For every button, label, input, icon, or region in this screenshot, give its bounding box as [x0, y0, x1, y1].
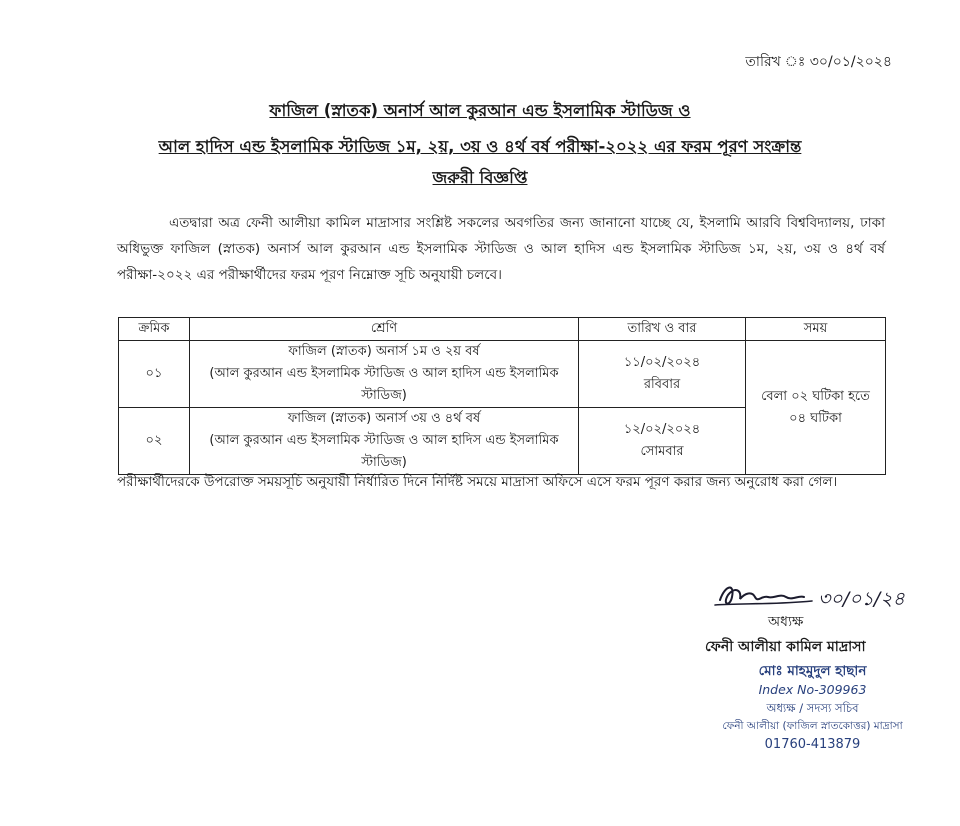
signature-block — [700, 575, 960, 825]
row-class — [190, 408, 579, 475]
row-date-day — [579, 408, 746, 475]
notice-title-line-1: ফাজিল (স্নাতক) অনার্স আল কুরআন এন্ড ইসলামিক স্টাডিজ ও — [269, 101, 691, 120]
stamp-name: মোঃ মাহমুদুল হাছান — [758, 663, 867, 679]
time-line-1: বেলা ০২ ঘটিকা হতে — [761, 388, 870, 404]
row-date: ১২/০২/২০২৪ — [623, 422, 701, 437]
table-row — [119, 341, 886, 408]
table-header-row — [119, 318, 886, 341]
handwritten-signature — [700, 575, 950, 620]
row-class-subjects: (আল কুরআন এন্ড ইসলামিক স্টাডিজ ও আল হাদিস এন্ড ইসলামিক স্টাডিজ) — [209, 366, 559, 403]
row-serial: ০২ — [119, 408, 190, 475]
row-class-title: ফাজিল (স্নাতক) অনার্স ১ম ও ২য় বর্ষ — [288, 344, 480, 359]
row-date-day — [579, 341, 746, 408]
header-time: সময় — [746, 318, 886, 341]
stamp-institution: ফেনী আলীয়া (ফাজিল স্নাতকোত্তর) মাদ্রাসা — [722, 720, 903, 732]
handwritten-date: ৩০/০১/২৪ — [818, 588, 905, 610]
notice-title-line-2: আল হাদিস এন্ড ইসলামিক স্টাডিজ ১ম, ২য়, ৩য় ও ৪র্থ বর্ষ পরীক্ষা-২০২২ এর ফরম পূরণ সংক্রান্ত — [158, 137, 802, 156]
notice-title-line-3: জরুরী বিজ্ঞপ্তি — [432, 168, 528, 187]
row-day: রবিবার — [643, 377, 681, 392]
stamp-index: Index No-309963 — [758, 682, 867, 697]
notice-date: তারিখ ঃ ৩০/০১/২০২৪ — [745, 54, 892, 70]
schedule-table — [118, 317, 886, 475]
closing-paragraph: পরীক্ষার্থীদেরকে উপরোক্ত সময়সূচি অনুযায়ী নির্ধারিত দিনে নির্দিষ্ট সময়ে মাদ্রাসা অফিসে এসে ফরম পূরণ করার জন্য অনুরোধ করা গেল। — [117, 474, 838, 490]
row-class-title: ফাজিল (স্নাতক) অনার্স ৩য় ও ৪র্থ বর্ষ — [287, 411, 481, 426]
row-serial: ০১ — [119, 341, 190, 408]
header-class: শ্রেণি — [190, 318, 579, 341]
header-serial: ক্রমিক — [119, 318, 190, 341]
stamp-phone: 01760-413879 — [764, 737, 861, 752]
signatory-institution: ফেনী আলীয়া কামিল মাদ্রাসা — [705, 639, 866, 655]
stamp-role: অধ্যক্ষ / সদস্য সচিব — [766, 701, 859, 715]
row-day: সোমবার — [640, 444, 684, 459]
row-class — [190, 341, 579, 408]
signatory-title: অধ্যক্ষ — [768, 614, 804, 630]
header-date-day: তারিখ ও বার — [579, 318, 746, 341]
official-stamp — [700, 661, 925, 755]
row-time — [746, 341, 886, 475]
time-line-2: ০৪ ঘটিকা — [789, 410, 842, 426]
row-class-subjects: (আল কুরআন এন্ড ইসলামিক স্টাডিজ ও আল হাদিস এন্ড ইসলামিক স্টাডিজ) — [209, 433, 559, 470]
row-date: ১১/০২/২০২৪ — [623, 355, 701, 370]
notice-paragraph: এতদ্বারা অত্র ফেনী আলীয়া কামিল মাদ্রাসার সংশ্লিষ্ট সকলের অবগতির জন্য জানানো যাচ্ছে যে, ইসলামি আরবি বিশ্ববিদ্যালয়, ঢাকা অধিভুক্ত ফাজিল (স্নাতক) অনার্স আল কুরআন এন্ড ইসলামিক স্টাডিজ ও আল হাদিস এন্ড ইসলামিক স্টাডিজ ১ম, ২য়, ৩য় ও ৪র্থ বর্ষ পরীক্ষা-২০২২ এর পরীক্ষার্থীদের ফরম পূরণ নিম্নোক্ত সূচি অনুযায়ী চলবে। — [117, 215, 885, 283]
